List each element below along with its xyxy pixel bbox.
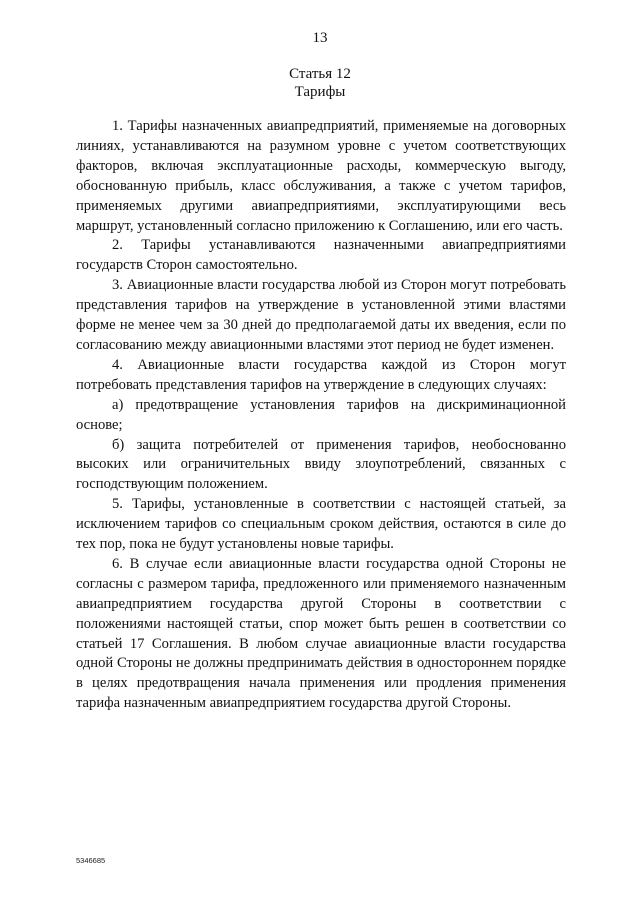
- paragraph-4b: б) защита потребителей от применения тарифов, необоснованно высоких или ограничительных ввиду злоупотреблений, связанных с господствующим положением.: [76, 436, 566, 493]
- article-number: Статья 12: [289, 66, 351, 82]
- paragraph-3: 3. Авиационные власти государства любой из Сторон могут потребовать представления тарифов на утверждение в установленной этими властями форме не менее чем за 30 дней до предполагаемой даты их введения, если по согласованию между авиационными властями этот период не будет изменен.: [76, 277, 566, 353]
- page-number: 13: [312, 30, 328, 46]
- paragraph-1: 1. Тарифы назначенных авиапредприятий, применяемые на договорных линиях, устанавливаются на разумном уровне с учетом соответствующих факторов, включая эксплуатационные расходы, коммерческую выгоду, обоснованную прибыль, класс обслуживания, а также с учетом тарифов, применяемых другими авиапредприятиями, эксплуатирующими весь маршрут, установленный согласно приложению к Соглашению, или его часть.: [76, 118, 566, 234]
- paragraph-4a: а) предотвращение установления тарифов на дискриминационной основе;: [76, 396, 566, 433]
- article-title: Тарифы: [294, 84, 346, 100]
- paragraph-6: 6. В случае если авиационные власти государства одной Стороны не согласны с размером тарифа, предложенного или применяемого назначенным авиапредприятием государства другой Стороны в соответствии с положениями настоящей статьи, спор может быть решен в соответствии со статьей 17 Соглашения. В любом случае авиационные власти государства одной Стороны не должны предпринимать действия в одностороннем порядке в целях предотвращения начала применения или продления применения тарифа назначенным авиапредприятием государства другой Стороны.: [76, 555, 566, 712]
- document-code: 5346685: [76, 856, 106, 865]
- paragraph-4: 4. Авиационные власти государства каждой из Сторон могут потребовать представления тарифов на утверждение в следующих случаях:: [76, 356, 566, 393]
- article-heading: [0, 65, 640, 101]
- paragraph-5: 5. Тарифы, установленные в соответствии с настоящей статьей, за исключением тарифов со специальным сроком действия, остаются в силе до тех пор, пока не будут установлены новые тарифы.: [76, 496, 566, 553]
- article-body: [76, 117, 566, 714]
- paragraph-2: 2. Тарифы устанавливаются назначенными авиапредприятиями государств Сторон самостоятельно.: [76, 237, 566, 274]
